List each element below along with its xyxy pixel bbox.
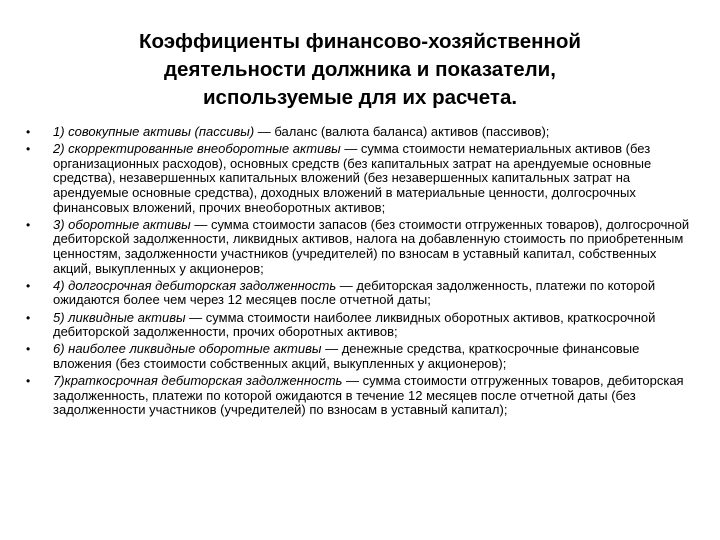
item-definition: — денежные средства, краткосрочные финансовые вложения (без стоимости собственных акций, выкупленных у акционеров); — [53, 341, 640, 371]
bullet-icon: • — [26, 342, 31, 357]
item-definition: — сумма стоимости запасов (без стоимости отгруженных товаров), долгосрочной дебиторской задолженности, ликвидных активов, налога на добавленную стоимость по приобретенным ценностям, задолженности участников (учредителей) по взносам в уставный капитал, собственных акций, выкупленных у акционеров; — [53, 216, 690, 276]
title-line: используемые для их расчета. — [202, 86, 518, 109]
list-item — [0, 279, 693, 308]
bullet-icon: • — [26, 310, 31, 325]
bullet-icon: • — [26, 278, 31, 293]
item-term: 2) скорректированные внеоборотные активы — [53, 141, 341, 157]
list-item — [0, 342, 693, 371]
bullet-icon: • — [26, 374, 31, 389]
list-item — [0, 125, 693, 140]
item-definition: — дебиторская задолженность, платежи по которой ожидаются более чем через 12 месяцев после отчетной даты; — [53, 277, 656, 308]
list-item — [0, 374, 693, 418]
item-term: 6) наиболее ликвидные оборотные активы — [53, 341, 322, 357]
item-definition: — сумма стоимости наиболее ликвидных оборотных активов, краткосрочной дебиторской задолженности, прочих оборотных активов; — [53, 309, 656, 340]
title-line: Коэффициенты финансово-хозяйственной — [138, 30, 582, 53]
bullet-icon: • — [26, 142, 31, 157]
item-definition: — баланс (валюта баланса) активов (пассивов); — [254, 124, 550, 139]
item-term: 4) долгосрочная дебиторская задолженность — [53, 277, 337, 293]
item-term: 1) совокупные активы (пассивы) — [53, 124, 255, 139]
item-term: 5) ликвидные активы — [53, 309, 186, 325]
slide-title — [70, 28, 650, 112]
item-definition: — сумма стоимости нематериальных активов (без организационных расходов), основных средств (без капитальных затрат на арендуемые основные средства), незавершенных капитальных вложений (без незавершенных капитальных затрат на арендуемые основные средства), доходных вложений в материальные ценности, долгосрочных финансовых вложений, прочих внеоборотных активов; — [53, 141, 652, 215]
list-item — [0, 142, 693, 215]
item-definition: — сумма стоимости отгруженных товаров, дебиторская задолженность, платежи по которой ожидаются в течение 12 месяцев после отчетной даты (без задолженности участников (учредителей) по взносам в уставный капитал); — [53, 373, 684, 418]
list-item — [0, 311, 693, 340]
definitions-list — [0, 125, 720, 420]
bullet-icon: • — [26, 217, 31, 232]
list-item — [0, 218, 693, 276]
title-line: деятельности должника и показатели, — [164, 58, 556, 81]
item-term: 3) оборотные активы — [53, 216, 191, 232]
item-term: 7)краткосрочная дебиторская задолженность — [53, 373, 343, 389]
bullet-icon: • — [26, 125, 31, 139]
